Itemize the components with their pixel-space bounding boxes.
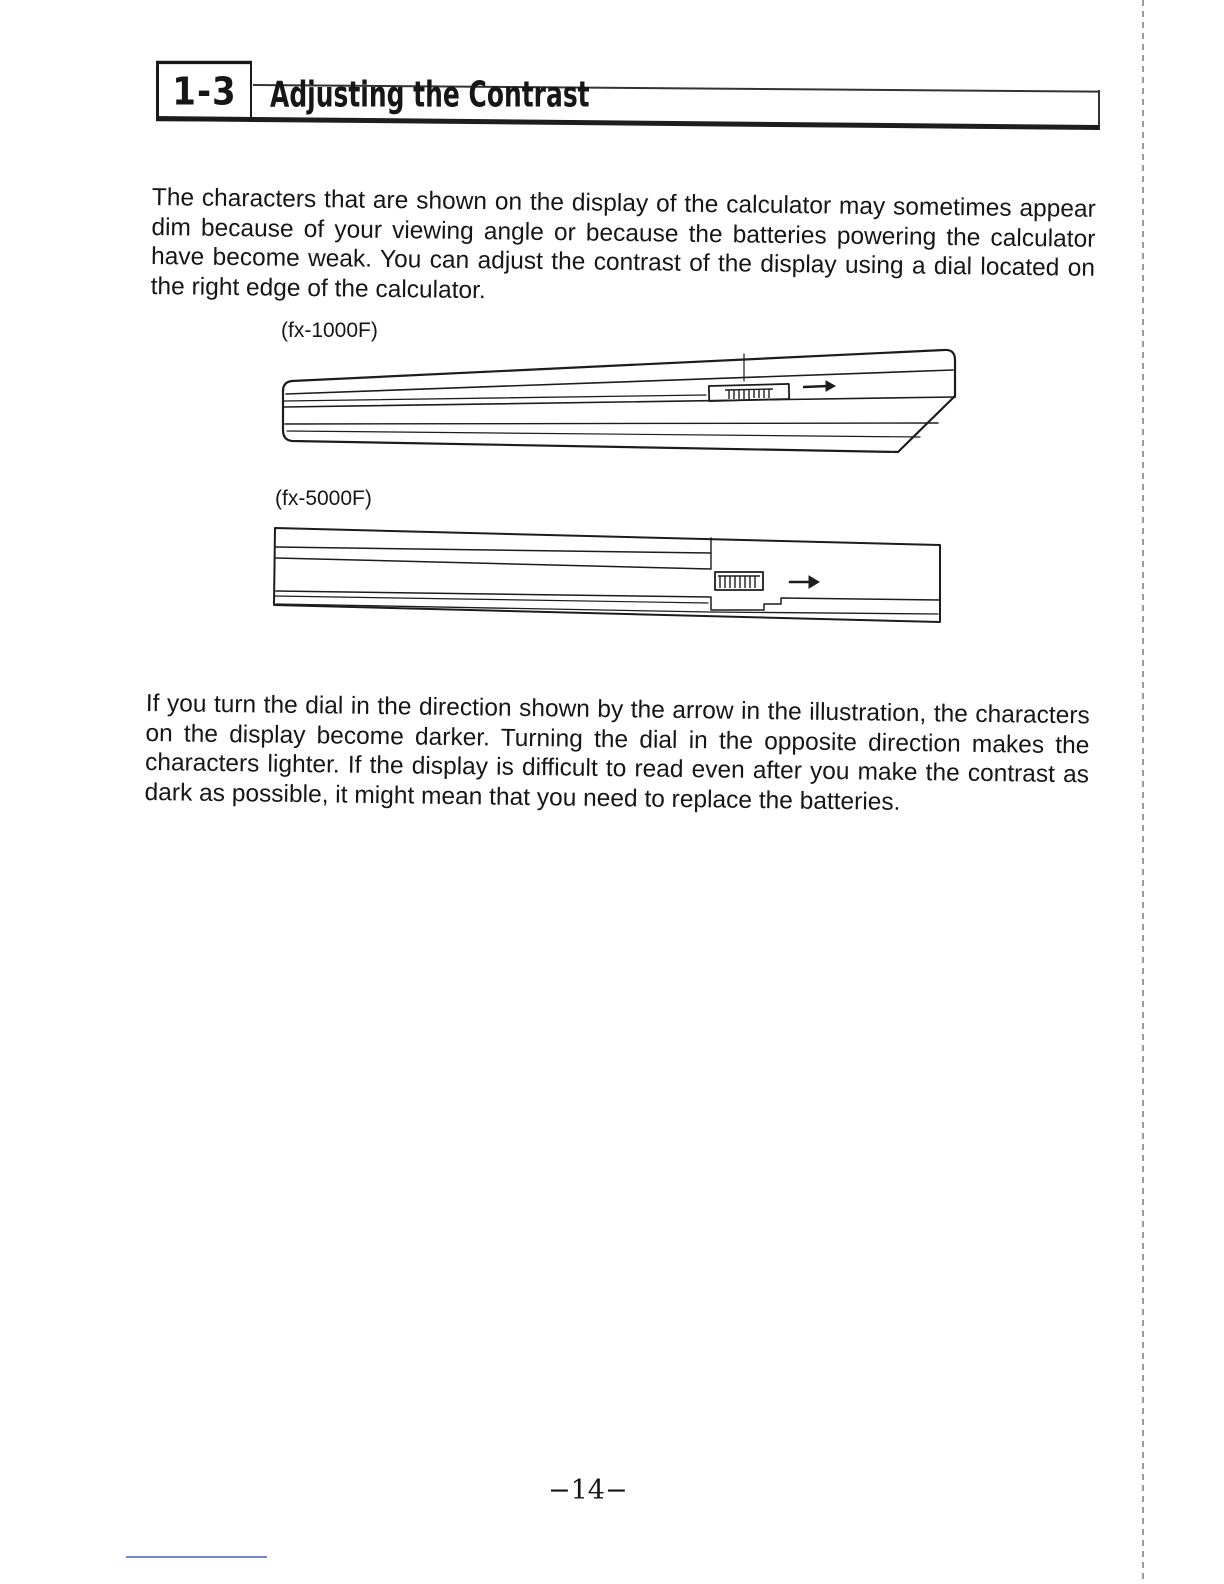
- page-number: −14−: [548, 1475, 628, 1506]
- section-title: Adjusting the Contrast: [270, 72, 590, 116]
- intro-paragraph: The characters that are shown on the display of the calculator may sometimes appear dim because of your viewing angle or because the batteries powering the calculator have become weak. You can adjust the contrast of the display using a dial located on the right edge of the calculator.: [150, 183, 1096, 304]
- figure-label-fx-5000f: (fx-5000F): [275, 487, 372, 510]
- figure-label-fx-1000f: (fx-1000F): [281, 319, 378, 342]
- body-paragraph: If you turn the dial in the direction shown by the arrow in the illustration, the characters on the display become darker. Turning the dial in the opposite direction makes the characters lighter. If the display is difficult to read even after you make the contrast as dark as possible, it might mean that you need to replace the batteries.: [144, 689, 1090, 815]
- footer-rule: [126, 1556, 267, 1558]
- section-number: 1-3: [156, 61, 252, 121]
